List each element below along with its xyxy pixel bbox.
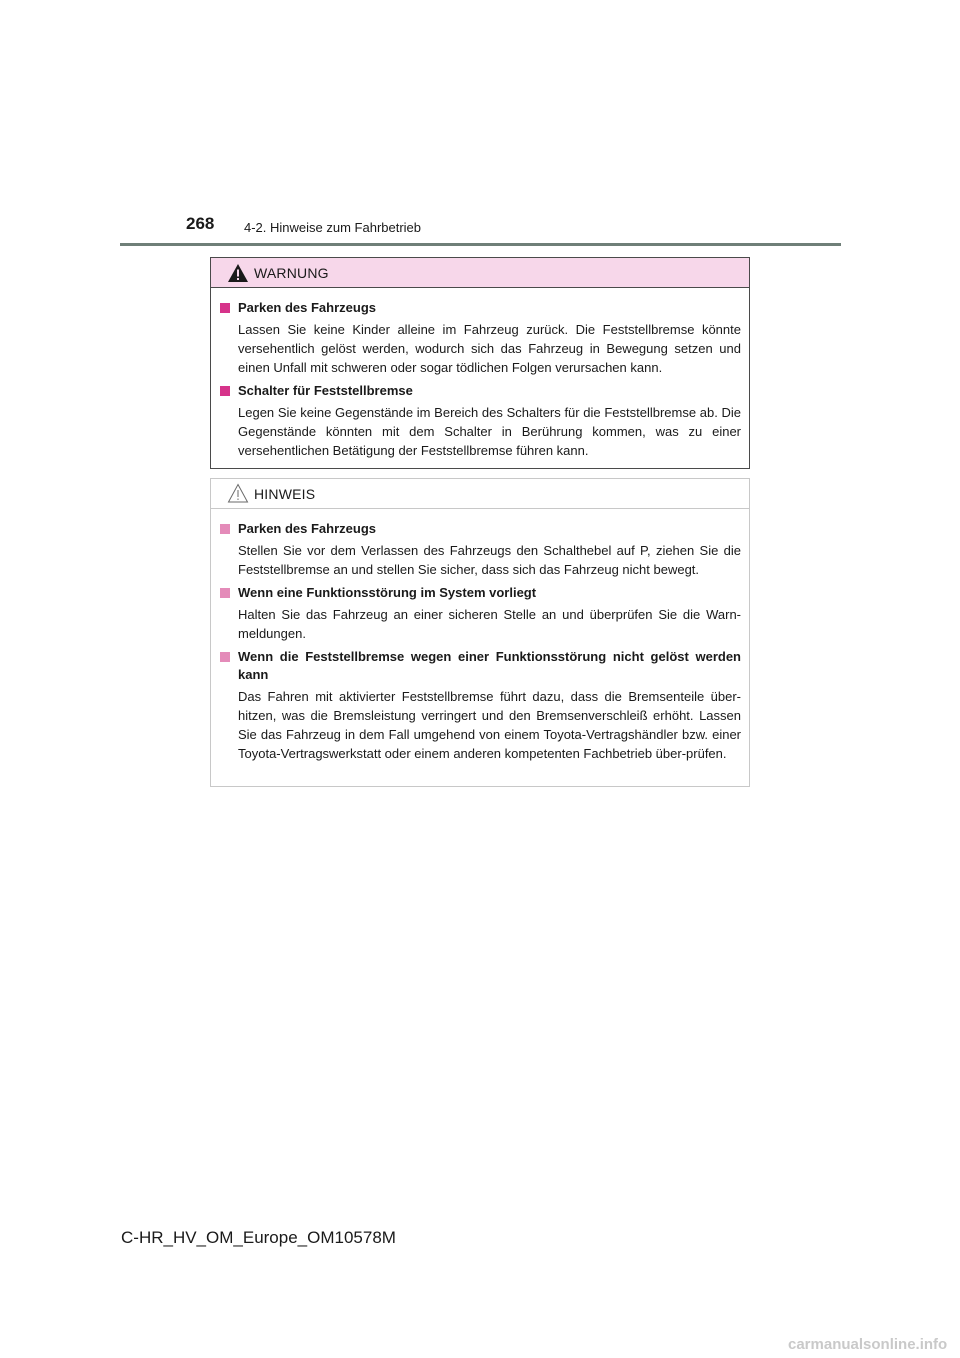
caution-triangle-outline-icon (227, 483, 249, 503)
notice-box (210, 478, 750, 787)
section-title: 4-2. Hinweise zum Fahrbetrieb (244, 220, 422, 235)
notice-item-text: Stellen Sie vor dem Verlassen des Fahrzeugs den Schalthebel auf P, ziehen Sie die Feststellbremse an und stellen Sie sicher, dass sich das Fahrzeug nicht bewegt. (238, 543, 741, 577)
square-bullet-icon (220, 652, 230, 662)
notice-item-text: Halten Sie das Fahrzeug an einer sicheren Stelle an und überprüfen Sie die Warn-meldungen. (238, 607, 741, 641)
header-rule (120, 243, 841, 246)
watermark: carmanualsonline.info (788, 1336, 948, 1353)
warning-item-title-text: Parken des Fahrzeugs (238, 300, 376, 315)
warning-box (210, 257, 750, 469)
warning-body (211, 288, 749, 460)
warning-item-text: Legen Sie keine Gegenstände im Bereich des Schalters für die Feststellbremse ab. Die Gegenstände könnten mit dem Schalter in Berührung kommen, was zu einer versehentlichen Betätigung der Feststellbremse führen kann. (238, 405, 741, 458)
notice-label: HINWEIS (254, 486, 316, 502)
notice-header (211, 479, 749, 509)
square-bullet-icon (220, 303, 230, 313)
notice-item-title (219, 648, 741, 684)
warning-item-text: Lassen Sie keine Kinder alleine im Fahrzeug zurück. Die Feststellbremse könnte versehentlich gelöst werden, wodurch sich das Fahrzeug in Bewegung setzen und einen Unfall mit schweren oder sogar tödlichen Folgen verursachen kann. (238, 322, 741, 375)
notice-item-title (219, 584, 741, 602)
notice-item-title-text: Parken des Fahrzeugs (238, 521, 376, 536)
warning-item (219, 299, 741, 377)
notice-body (211, 509, 749, 763)
warning-item-title-text: Schalter für Feststellbremse (238, 383, 413, 398)
page-number: 268 (186, 214, 215, 233)
square-bullet-icon (220, 524, 230, 534)
notice-item (219, 520, 741, 579)
notice-item (219, 584, 741, 643)
notice-item (219, 648, 741, 763)
square-bullet-icon (220, 588, 230, 598)
notice-item-title (219, 520, 741, 538)
warning-item (219, 382, 741, 460)
square-bullet-icon (220, 386, 230, 396)
warning-label: WARNUNG (254, 265, 329, 281)
warning-item-title (219, 299, 741, 317)
notice-item-title-text: Wenn die Feststellbremse wegen einer Funktionsstörung nicht gelöst werden kann (238, 649, 741, 682)
notice-item-title-text: Wenn eine Funktionsstörung im System vorliegt (238, 585, 537, 600)
warning-header (211, 258, 749, 288)
warning-triangle-icon (227, 263, 249, 283)
notice-item-text: Das Fahren mit aktivierter Feststellbremse führt dazu, dass die Bremsenteile über-hitzen, was die Bremsleistung verringert und den Bremsenverschleiß erhöht. Lassen Sie das Fahrzeug in dem Fall umgehend von einem Toyota-Vertragshändler bzw. einer Toyota-Vertragswerkstatt oder einem anderen kompetenten Fachbetrieb über-prüfen. (238, 689, 741, 761)
warning-item-title (219, 382, 741, 400)
document-id: C-HR_HV_OM_Europe_OM10578M (121, 1228, 396, 1247)
